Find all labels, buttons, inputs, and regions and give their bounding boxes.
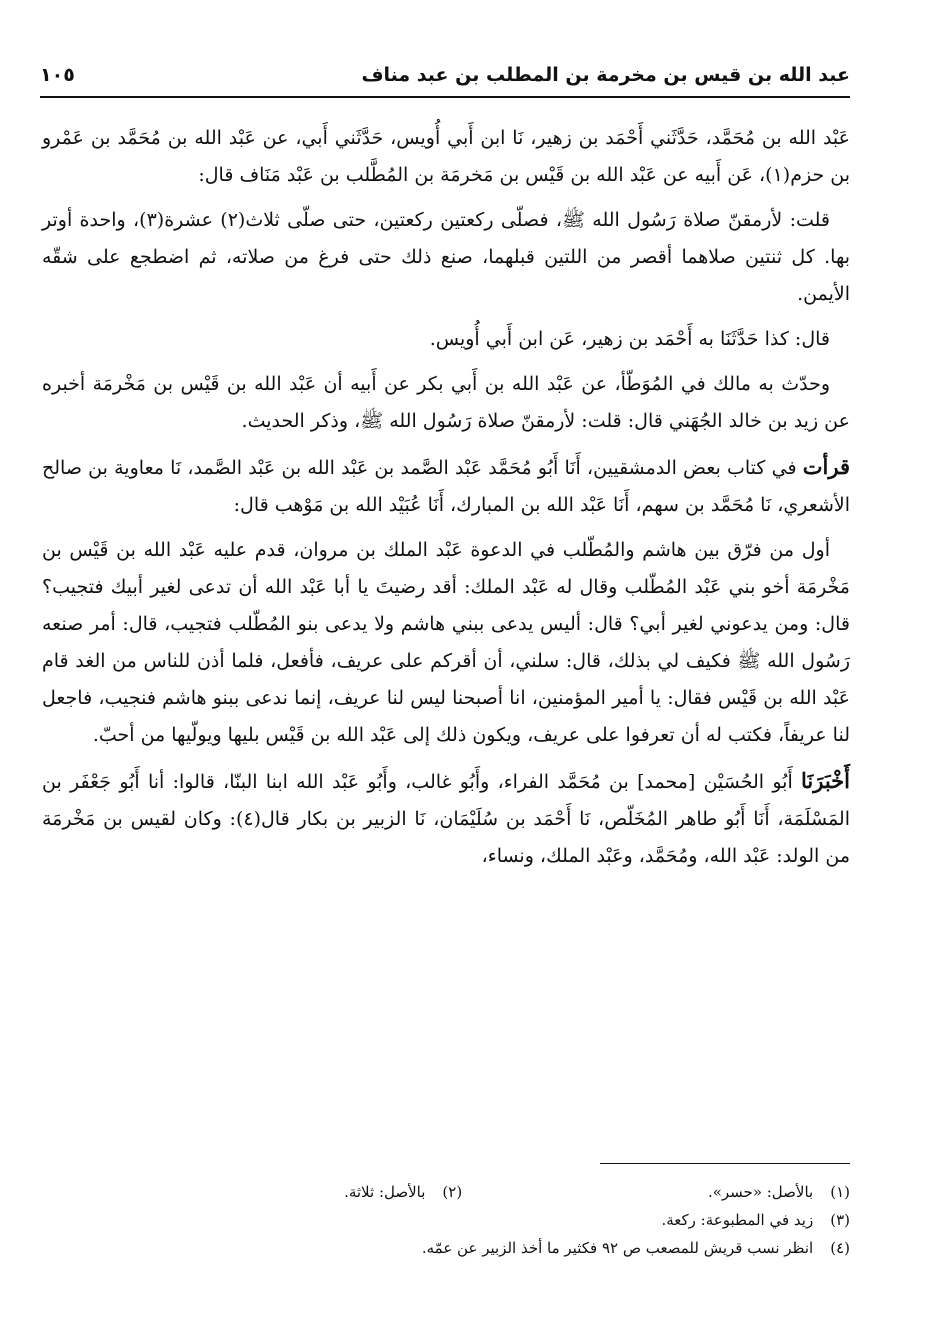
paragraph [42,366,850,440]
paragraph-lead-word: قرأت [802,454,850,479]
footnote-separator [600,1163,850,1164]
footnote-number: (٢) [442,1183,463,1201]
paragraph-text: عَبْد الله بن مُحَمَّد، حَدَّثَني أَحْمَد بن زهير، نَا ابن أَبي أُويس، حَدَّثَني أَبي، عن عَبْد الله بن مُحَمَّد بن عَمْرو بن حزم(١)، عَن أَبيه عن عَبْد الله بن قَيْس بن مَخرمَة بن المُطَّلب بن عَبْد مَنَاف قال: [42,127,850,186]
footnote-text: انظر نسب قريش للمصعب ص ٩٢ فكثير ما أخذ الزبير عن عمّه. [421,1239,814,1257]
footnote-row [42,1234,850,1262]
footnote-text: زيد في المطبوعة: ركعة. [661,1211,814,1229]
footnote [42,1234,850,1262]
footnote-text: بالأصل: «حسر». [707,1183,814,1201]
paragraph [42,202,850,313]
footnote [74,1178,462,1206]
paragraph-text: قلت: لأرمقنّ صلاة رَسُول الله ﷺ، فصلّى ركعتين ركعتين، حتى صلّى ثلاث(٢) عشرة(٣)، واحدة أوتر بها. كل ثنتين صلاهما أقصر من اللتين قبلهما، صنع ذلك حتى فرغ من صلاته، ثم اضطجع على شقّه الأيمن. [42,209,850,305]
paragraph [42,120,850,194]
paragraph-text: قال: كذا حَدَّثَنَا به أَحْمَد بن زهير، عَن ابن أَبي أُويس. [429,328,830,350]
page-number: ١٠٥ [40,64,75,86]
footnote-number: (٤) [830,1239,850,1257]
paragraph-text: وحدّث به مالك في المُوَطّأ، عن عَبْد الله بن أَبي بكر عن أَبيه أن عَبْد الله بن قَيْس بن مَخْرمَة أخبره عن زيد بن خالد الجُهَني قال: قلت: لأرمقنّ صلاة رَسُول الله ﷺ، وذكر الحديث. [42,373,850,432]
footnote [42,1206,850,1234]
footnote-row [42,1178,850,1206]
header-title: عبد الله بن قيس بن مخرمة بن المطلب بن عبد مناف [361,64,850,86]
paragraph-text: أَبُو الحُسَيْن [محمد] بن مُحَمَّد الفراء، وأَبُو غالب، وأَبُو عَبْد الله ابنا البنّا، قالوا: أنا أَبُو جَعْفَر بن المَسْلَمَة، أَنَا أَبُو طاهر المُخَلّص، نَا أَحْمَد بن سُلَيْمَان، نَا الزبير بن بكار قال(٤): وكان لقيس بن مَخْرمَة من الولد: عَبْد الله، ومُحَمَّد، وعَبْد الملك، ونساء، [42,771,850,867]
paragraph [42,448,850,524]
footnote-row [42,1206,850,1234]
main-text [42,120,850,883]
paragraph [42,532,850,754]
footnote-number: (٣) [830,1211,850,1229]
running-header [40,64,850,98]
footnotes [42,1178,850,1262]
paragraph [42,762,850,875]
paragraph [42,321,850,358]
paragraph-lead-word: أَخْبَرَنَا [801,768,850,793]
paragraph-text: في كتاب بعض الدمشقيين، أَنَا أَبُو مُحَمَّد عَبْد الصَّمد بن عَبْد الله بن عَبْد الصَّمد، نَا معاوية بن صالح الأشعري، نَا مُحَمَّد بن سهم، أَنَا عَبْد الله بن المبارك، أَنَا عُبَيْد الله بن مَوْهب قال: [42,457,850,516]
paragraph-text: أول من فرّق بين هاشم والمُطّلب في الدعوة عَبْد الملك بن مروان، قدم عليه عَبْد الله بن قَيْس بن مَخْرمَة أخو بني عَبْد المُطّلب وقال له عَبْد الملك: أقد رضيتَ يا أبا عَبْد الله أن تدعى لغير أبيك فتجيب؟ قال: ومن يدعوني لغير أبي؟ قال: أليس يدعى ببني هاشم ولا يدعى بنو المُطّلب فتجيب، قال: أمر صنعه رَسُول الله ﷺ فكيف لي بذلك، قال: سلني، أن أقركم على عريف، فأفعل، فلما أذن للناس من الغد قام عَبْد الله بن قَيْس فقال: يا أمير المؤمنين، انا أصبحنا ليس لنا عريف، إنما ندعى ببنو هاشم فنجيب، فاجعل لنا عريفاً، فكتب له أن تعرفوا على عريف، ويكون ذلك إلى عَبْد الله بن قَيْس بليها ويولّيها من أحبّ. [42,539,850,746]
footnote-text: بالأصل: ثلاثة. [344,1183,426,1201]
footnote [462,1178,850,1206]
footnote-number: (١) [830,1183,850,1201]
